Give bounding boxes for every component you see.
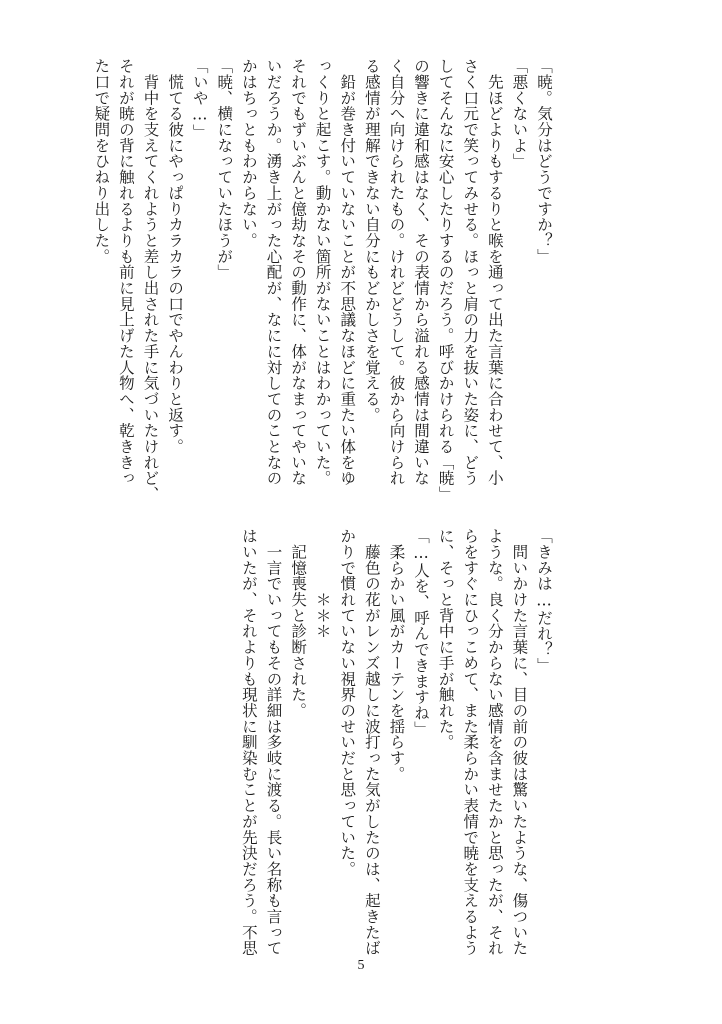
text-line: る感情が理解できない自分にもどかしさを覚える。 — [362, 58, 381, 423]
text-line: に、そっと背中に手が触れた。 — [436, 528, 455, 750]
text-line: かはちっともわからない。 — [239, 58, 258, 249]
text-line: 一言でいってもその詳細は多岐に渡る。長い名称も言って — [264, 528, 283, 956]
text-line: 「…人を、呼んできますね」 — [412, 528, 431, 737]
text-line: 記憶喪失と診断された。 — [289, 528, 308, 719]
text-line: 問いかけた言葉に、目の前の彼は驚いたような、傷ついた — [510, 528, 529, 956]
text-line: 先ほどよりもするりと喉を通って出た言葉に合わせて、小 — [485, 58, 504, 486]
text-line: 柔らかい風がカーテンを揺らす。 — [387, 528, 406, 782]
text-line: 鉛が巻き付いていないことが不思議なほどに重たい体をゆ — [338, 58, 357, 486]
text-line: かりで慣れていない視界のせいだと思っていた。 — [338, 528, 357, 877]
text-line: 「暁。気分はどうですか？」 — [535, 58, 553, 265]
text-line: いだろうか。湧き上がった心配が、なにに対してのことなの — [264, 58, 283, 486]
text-line: 背中を支えてくれようと差し出された手に気づいたけれど、 — [141, 58, 160, 502]
text-line: 「いや…」 — [190, 58, 209, 140]
text-line: してそんなに安心したりするのだろう。呼びかけられる「暁」 — [436, 58, 455, 502]
text-line: さく口元で笑ってみせる。ほっと肩の力を抜いた姿に、どう — [461, 58, 480, 486]
text-line: っくりと起こす。動かない箇所がないことはわかっていた。 — [313, 58, 332, 486]
scene-break: ＊＊＊ — [313, 528, 332, 639]
text-line: はいたが、それよりも現状に馴染むことが先決だろう。不思 — [239, 528, 258, 956]
text-line: ような。良く分からない感情を含ませたかと思ったが、それ — [485, 528, 504, 956]
text-line: 「悪くないよ」 — [510, 58, 529, 169]
text-line: それが暁の背に触れるよりも前に見上げた人物へ、乾ききっ — [116, 58, 135, 486]
text-line: た口で疑問をひねり出した。 — [92, 58, 111, 265]
text-line: く自分へ向けられたもの。けれどどうして。彼から向けられ — [387, 58, 406, 486]
text-line: 「きみは…だれ？」 — [535, 528, 553, 674]
text-line: 慌てる彼にやっぱりカラカラの口でやんわりと返す。 — [166, 58, 185, 455]
text-block-lower — [236, 528, 556, 956]
text-line: それでもずいぶんと億劫なその動作に、体がなまってやいな — [289, 58, 308, 486]
text-line: 「暁、横になっていたほうが」 — [215, 58, 234, 280]
text-line: 藤色の花がレンズ越しに波打った気がしたのは、起きたば — [362, 528, 381, 956]
text-line: の響きに違和感はなく、その表情から溢れる感情は間違いな — [412, 58, 431, 486]
text-line: らをすぐにひっこめて、また柔らかい表情で暁を支えるよう — [461, 528, 480, 956]
text-block-upper — [89, 58, 556, 502]
page-number: 5 — [357, 958, 365, 973]
